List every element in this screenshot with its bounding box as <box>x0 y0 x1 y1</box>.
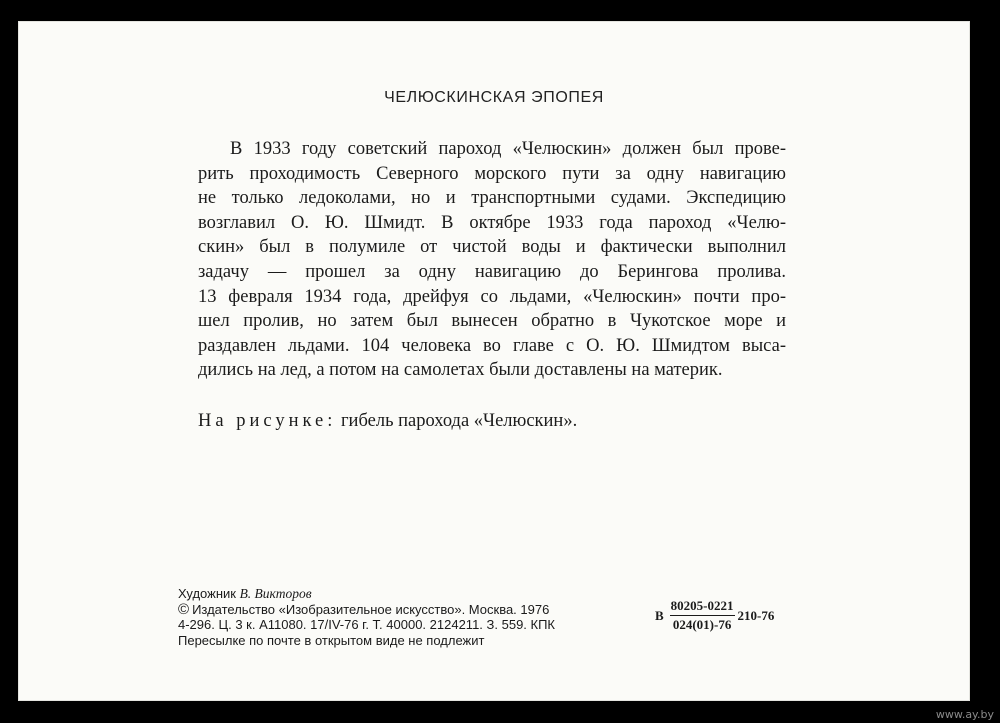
body-line: В 1933 году советский пароход «Челюскин» должен был прове- <box>230 139 786 159</box>
code-suffix: 210-76 <box>737 607 775 623</box>
body-line: дились на лед, а потом на самолетах были доставлены на материк. <box>198 360 723 381</box>
publisher-line <box>178 602 555 618</box>
body-line: 13 февраля 1934 года, дрейфуя со льдами, «Челюскин» почти про- <box>198 286 786 307</box>
artist-name: В. Викторов <box>239 586 312 601</box>
print-info: 4-296. Ц. 3 к. А11080. 17/IV-76 г. Т. 40000. 2124211. З. 559. КПК <box>178 617 556 632</box>
code-letter: В <box>655 607 664 623</box>
copyright-icon: © <box>178 600 190 618</box>
code-denominator: 024(01)-76 <box>672 617 732 632</box>
postal-note: Пересылке по почте в открытом виде не подлежит <box>178 632 485 648</box>
body-line: шел пролив, но затем был вынесен обратно в Чукотское море и <box>198 311 786 332</box>
caption-label: На рисунке: <box>198 411 337 431</box>
body-line: задачу — прошел за одну навигацию до Берингова пролива. <box>198 261 786 282</box>
publisher-text: Издательство «Изобразительное искусство». Москва. 1976 <box>192 601 550 617</box>
watermark: www.ay.by <box>935 708 994 721</box>
illustration-caption <box>198 411 577 432</box>
code-fraction <box>670 598 735 633</box>
body-line: возглавил О. Ю. Шмидт. В октябре 1933 года пароход «Челю- <box>198 212 786 233</box>
artist-credit <box>178 586 555 602</box>
body-line: раздавлен льдами. 104 человека во главе с О. Ю. Шмидтом выса- <box>198 335 786 356</box>
code-numerator: 80205-0221 <box>670 598 735 616</box>
catalog-code <box>655 598 774 633</box>
body-line: скин» был в полумиле от чистой воды и фактически выполнил <box>198 237 786 258</box>
postcard-back <box>18 21 970 701</box>
body-line: рить проходимость Северного морского пути за одну навигацию <box>198 163 786 184</box>
artist-label: Художник <box>178 586 240 601</box>
card-title: ЧЕЛЮСКИНСКАЯ ЭПОПЕЯ <box>384 89 604 106</box>
body-line: не только ледоколами, но и транспортными судами. Экспедицию <box>198 188 786 209</box>
caption-text: гибель парохода «Челюскин». <box>336 411 578 431</box>
body-text <box>198 137 786 383</box>
imprint-block <box>178 586 555 648</box>
